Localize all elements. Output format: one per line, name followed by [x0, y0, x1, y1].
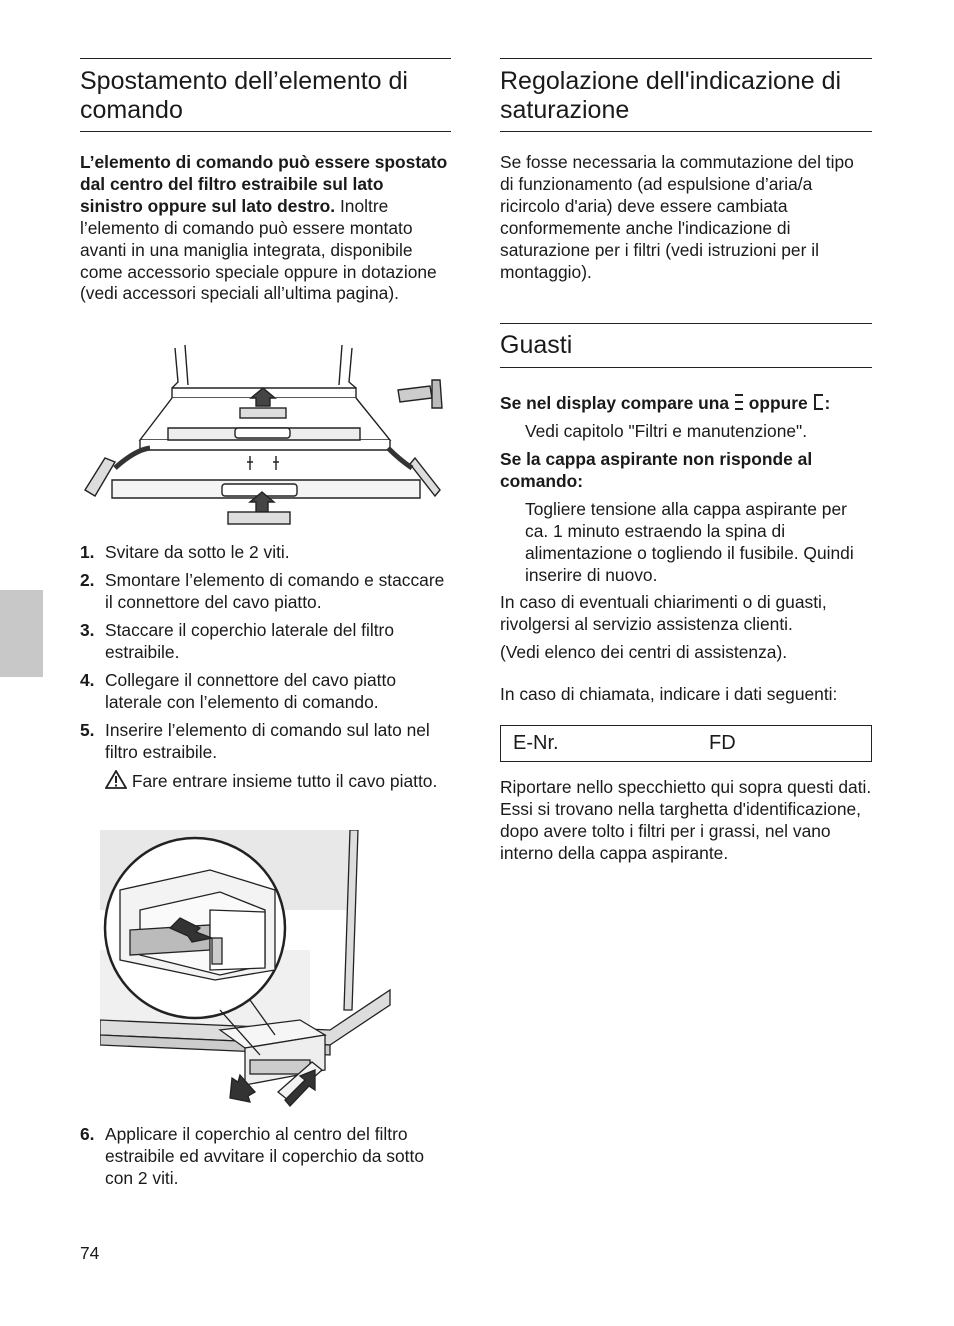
fd-label: FD	[709, 732, 736, 754]
display-symbol-e-icon	[734, 393, 744, 411]
assembly-detail-diagram	[100, 830, 392, 1118]
heading-rule-top	[500, 58, 872, 59]
fault-answer-2: Togliere tensione alla cappa aspirante per ca. 1 minuto estraendo la spina di alimentazione o togliendo il fusibile. Quindi inserire di nuovo.	[525, 499, 854, 585]
intro-text: Inoltre l’elemento di comando può essere montato avanti in una maniglia integrata, disponibile come accessorio speciale oppure in dotazione (vedi accessori speciali all’ultima pagina).	[80, 195, 437, 304]
section-title-right: Regolazione dell'indicazione di saturazione	[500, 67, 842, 124]
saturation-paragraph: Se fosse necessaria la commutazione del tipo di funzionamento (ad espulsione d’aria/a ricircolo d'aria) deve essere cambiata conformemente anche l'indicazione di saturazione per i filtri (vedi istruzioni per il montaggio).	[500, 152, 854, 282]
heading-rule-top	[80, 58, 451, 59]
section-tab-marker	[0, 590, 43, 677]
fault-question-2: Se la cappa aspirante non risponde al comando:	[500, 449, 813, 491]
step-number: 6.	[80, 1124, 95, 1144]
heading-rule-top	[500, 323, 872, 324]
step-text: Applicare il coperchio al centro del filtro estraibile ed avvitare il coperchio da sotto con 2 viti.	[105, 1124, 425, 1188]
service-list-paragraph: (Vedi elenco dei centri di assistenza).	[500, 642, 788, 662]
step-number: 2.	[80, 570, 95, 590]
section-title-left: Spostamento dell’elemento di comando	[80, 67, 408, 124]
heading-rule-bottom	[500, 131, 872, 132]
step-number: 3.	[80, 620, 95, 640]
section-title-faults: Guasti	[500, 331, 573, 359]
warning-text-wrap	[105, 770, 455, 793]
intro-paragraph	[80, 152, 451, 305]
fault-question-prefix: Se nel display compare una	[500, 393, 730, 413]
fault-question-display: Se nel display compare una oppure :	[500, 393, 831, 413]
enr-fd-box	[500, 725, 872, 762]
enr-label: E-Nr.	[513, 732, 559, 754]
step-text: Smontare l’elemento di comando e staccare il connettore del cavo piatto.	[105, 570, 445, 612]
step-text: Staccare il coperchio laterale del filtro estraibile.	[105, 620, 395, 662]
display-symbol-c-icon	[813, 393, 825, 411]
step-text: Svitare da sotto le 2 viti.	[105, 542, 290, 562]
step-text: Collegare il connettore del cavo piatto laterale con l’elemento di comando.	[105, 670, 396, 712]
step-text: Inserire l’elemento di comando sul lato nel filtro estraibile.	[105, 720, 430, 762]
fault-question-mid: oppure	[748, 393, 808, 413]
step-number: 4.	[80, 670, 95, 690]
call-data-paragraph: In caso di chiamata, indicare i dati seguenti:	[500, 684, 838, 704]
step-number: 1.	[80, 542, 95, 562]
page-number: 74	[80, 1243, 100, 1263]
heading-rule-bottom	[80, 131, 451, 132]
warning-icon	[105, 770, 127, 789]
step-number: 5.	[80, 720, 95, 740]
control-element-diagram	[80, 340, 452, 530]
contact-paragraph: In caso di eventuali chiarimenti o di guasti, rivolgersi al servizio assistenza clienti.	[500, 592, 827, 634]
fault-answer-1: Vedi capitolo "Filtri e manutenzione".	[525, 421, 808, 441]
warning-text: Fare entrare insieme tutto il cavo piatto.	[131, 771, 438, 791]
heading-rule-bottom	[500, 367, 872, 368]
intro-bold-text: L’elemento di comando può essere spostato dal centro del filtro estraibile sul lato sinistro oppure sul lato destro.	[80, 152, 448, 216]
final-paragraph: Riportare nello specchietto qui sopra questi dati. Essi si trovano nella targhetta d'identificazione, dopo avere tolto i filtri per i grassi, nel vano interno della cappa aspirante.	[500, 777, 872, 863]
